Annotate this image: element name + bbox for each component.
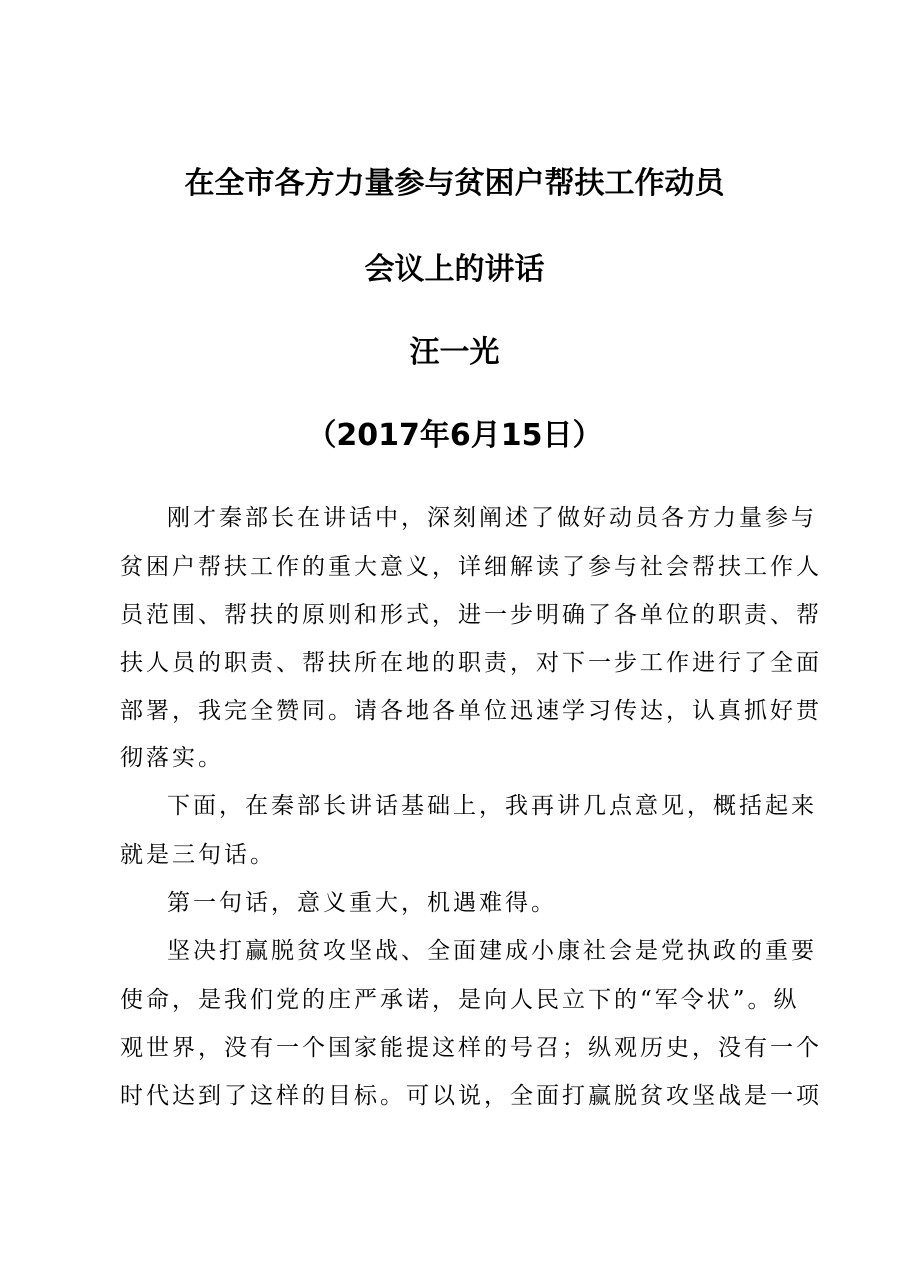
paragraph-2-line-2: 就是三句话。: [120, 842, 276, 868]
document-title-line-2: 会议上的讲话: [364, 252, 545, 287]
paragraph-3-heading: 第一句话，意义重大，机遇难得。: [167, 890, 557, 916]
paragraph-2-line-1: 下面，在秦部长讲话基础上，我再讲几点意见，概括起来: [167, 793, 817, 819]
paragraph-1-line-3: 员范围、帮扶的原则和形式，进一步明确了各单位的职责、帮: [120, 602, 822, 628]
paragraph-1-line-4: 扶人员的职责、帮扶所在地的职责，对下一步工作进行了全面: [120, 650, 822, 676]
paragraph-4-line-2: 使命，是我们党的庄严承诺，是向人民立下的“军令状”。纵: [120, 987, 800, 1013]
paragraph-4-line-4: 时代达到了这样的目标。可以说，全面打赢脱贫攻坚战是一项: [120, 1083, 822, 1109]
paragraph-1-line-6: 彻落实。: [120, 745, 224, 771]
paragraph-4-line-3: 观世界，没有一个国家能提这样的号召；纵观历史，没有一个: [120, 1035, 822, 1061]
paragraph-1-line-1: 刚才秦部长在讲话中，深刻阐述了做好动员各方力量参与: [167, 505, 817, 531]
document-title-line-1: 在全市各方力量参与贫困户帮扶工作动员: [184, 166, 725, 201]
paragraph-4-line-1: 坚决打赢脱贫攻坚战、全面建成小康社会是党执政的重要: [167, 938, 817, 964]
paragraph-1-line-5: 部署，我完全赞同。请各地各单位迅速学习传达，认真抓好贯: [120, 698, 822, 724]
document-author: 汪一光: [409, 335, 500, 370]
paragraph-1-line-2: 贫困户帮扶工作的重大意义，详细解读了参与社会帮扶工作人: [120, 554, 822, 580]
document-date: （2017年6月15日）: [306, 418, 603, 453]
